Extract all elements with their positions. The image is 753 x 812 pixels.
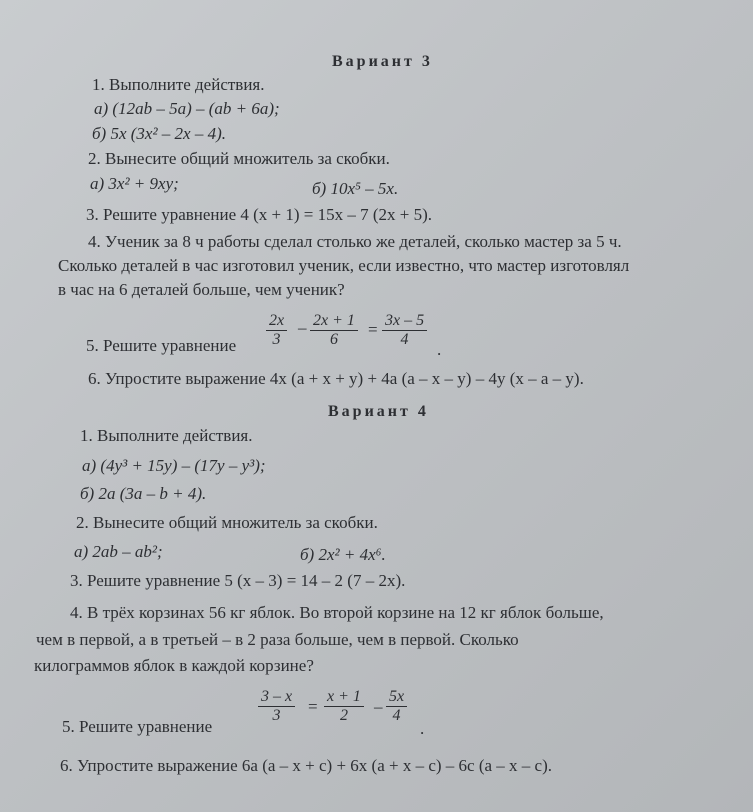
v4-task-5: 5. Решите уравнение — [62, 717, 213, 736]
v4-task-3: 3. Решите уравнение 5 (x – 3) = 14 – 2 (7 – 2x). — [70, 571, 406, 590]
v4-fraction-3-denominator: 4 — [392, 707, 401, 724]
v4-fraction-3 — [386, 688, 407, 725]
v4-fraction-1 — [258, 688, 295, 725]
v4-task-6: 6. Упростите выражение 6a (a – x + c) + 6x (a + x – c) – 6c (a – x – c). — [60, 756, 553, 775]
v3-task-2: 2. Вынесите общий множитель за скобки. — [88, 149, 390, 168]
v3-task-4-line-3: в час на 6 деталей больше, чем ученик? — [58, 280, 345, 299]
v4-period: . — [420, 719, 425, 738]
v4-fraction-2-numerator: x + 1 — [324, 688, 364, 707]
v4-task-4-line-1: 4. В трёх корзинах 56 кг яблок. Во второй корзине на 12 кг яблок больше, — [70, 603, 604, 622]
v4-task-1b: б) 2a (3a – b + 4). — [80, 484, 207, 503]
v3-fraction-2-denominator: 6 — [329, 331, 338, 348]
v3-fraction-2-numerator: 2x + 1 — [310, 312, 358, 331]
v3-fraction-1 — [266, 312, 287, 349]
v4-fraction-1-numerator: 3 – x — [258, 688, 295, 707]
v3-fraction-3-numerator: 3x – 5 — [382, 312, 427, 331]
v3-fraction-3 — [382, 312, 427, 349]
variant-3-title: Вариант 3 — [332, 53, 433, 70]
v4-fraction-2 — [324, 688, 364, 725]
v3-task-5: 5. Решите уравнение — [86, 336, 237, 355]
v4-task-4-line-2: чем в первой, а в третьей – в 2 раза больше, чем в первой. Сколько — [36, 630, 519, 649]
v4-task-1: 1. Выполните действия. — [80, 426, 253, 445]
v4-fraction-3-numerator: 5x — [386, 688, 407, 707]
v3-equals-sign: = — [368, 320, 378, 339]
v3-task-4-line-2: Сколько деталей в час изготовил ученик, если известно, что мастер изготовлял — [58, 256, 630, 275]
v3-task-1a: а) (12ab – 5a) – (ab + 6a); — [94, 99, 280, 118]
v4-fraction-2-denominator: 2 — [339, 707, 348, 724]
v3-fraction-3-denominator: 4 — [400, 331, 409, 348]
v4-equals-sign: = — [308, 697, 318, 716]
v3-task-1: 1. Выполните действия. — [92, 75, 265, 94]
v3-fraction-2 — [310, 312, 358, 349]
v3-task-4-line-1: 4. Ученик за 8 ч работы сделал столько же деталей, сколько мастер за 5 ч. — [88, 232, 622, 251]
v3-task-3: 3. Решите уравнение 4 (x + 1) = 15x – 7 (2x + 5). — [86, 205, 433, 224]
v4-task-1a: а) (4y³ + 15y) – (17y – y³); — [82, 456, 266, 475]
v3-minus-sign: – — [298, 318, 307, 337]
v4-task-2: 2. Вынесите общий множитель за скобки. — [76, 513, 378, 532]
v4-task-4-line-3: килограммов яблок в каждой корзине? — [34, 656, 314, 675]
v3-period: . — [437, 340, 442, 359]
v3-task-2b: б) 10x⁵ – 5x. — [312, 179, 399, 198]
v3-task-6: 6. Упростите выражение 4x (a + x + y) + 4a (a – x – y) – 4y (x – a – y). — [88, 369, 584, 388]
v4-minus-sign: – — [374, 697, 383, 716]
v4-fraction-1-denominator: 3 — [272, 707, 281, 724]
v3-fraction-1-denominator: 3 — [272, 331, 281, 348]
v3-task-1b: б) 5x (3x² – 2x – 4). — [92, 124, 227, 143]
v4-task-2a: а) 2ab – ab²; — [74, 542, 163, 561]
v4-task-2b: б) 2x² + 4x⁶. — [300, 545, 386, 564]
v3-task-2a: а) 3x² + 9xy; — [90, 174, 179, 193]
v3-fraction-1-numerator: 2x — [266, 312, 287, 331]
variant-4-title: Вариант 4 — [328, 403, 429, 420]
